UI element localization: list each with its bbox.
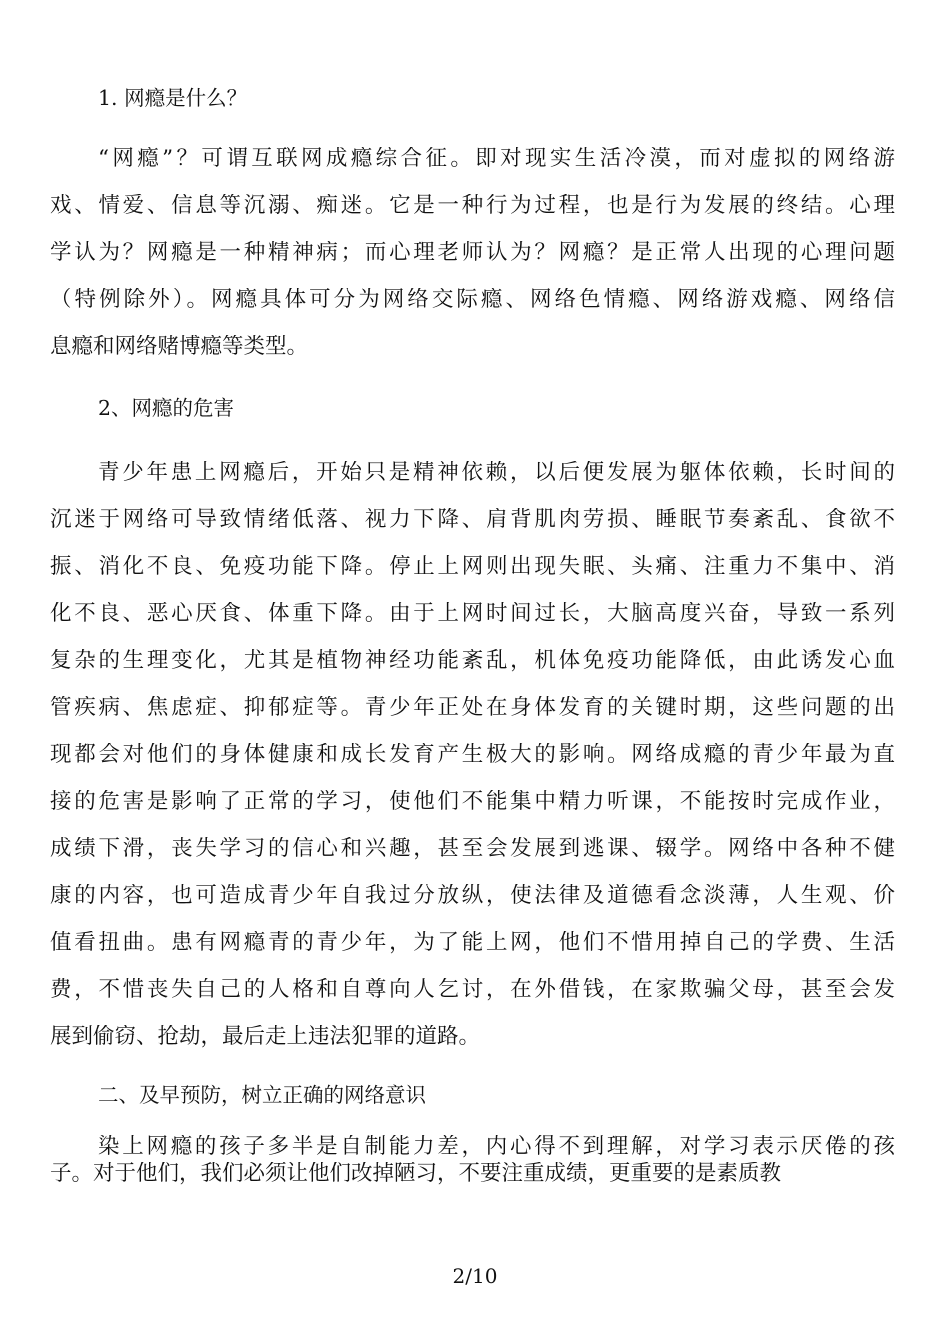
- paragraph-line: 展到偷窃、抢劫，最后走上违法犯罪的道路。: [50, 1025, 481, 1049]
- paragraph-line: 青少年患上网瘾后，开始只是精神依赖，以后便发展为躯体依赖，长时间的: [98, 461, 895, 485]
- paragraph-line: 现都会对他们的身体健康和成长发育产生极大的影响。网络成瘾的青少年最为直: [50, 743, 895, 767]
- paragraph-line: 戏、情爱、信息等沉溺、痴迷。它是一种行为过程，也是行为发展的终结。心理: [50, 194, 895, 218]
- section-heading-2: 2、网瘾的危害: [98, 396, 235, 420]
- paragraph-line: 染上网瘾的孩子多半是自制能力差，内心得不到理解，对学习表示厌倦的孩: [98, 1135, 895, 1159]
- paragraph-line: 化不良、恶心厌食、体重下降。由于上网时间过长，大脑高度兴奋，导致一系列: [50, 602, 895, 626]
- paragraph-line: 康的内容，也可造成青少年自我过分放纵，使法律及道德看念淡薄，人生观、价: [50, 884, 895, 908]
- paragraph-line: 成绩下滑，丧失学习的信心和兴趣，甚至会发展到逃课、辍学。网络中各种不健: [50, 837, 895, 861]
- section-heading-1: 1. 网瘾是什么？: [98, 86, 248, 110]
- paragraph-line: 沉迷于网络可导致情绪低落、视力下降、肩背肌肉劳损、睡眠节奏紊乱、食欲不: [50, 508, 895, 532]
- page-number: 2/10: [452, 1264, 498, 1288]
- paragraph-line: 振、消化不良、免疫功能下降。停止上网则出现失眠、头痛、注重力不集中、消: [50, 555, 895, 579]
- paragraph-line: 管疾病、焦虑症、抑郁症等。青少年正处在身体发育的关键时期，这些问题的出: [50, 696, 895, 720]
- section-heading-3: 二、及早预防，树立正确的网络意识: [98, 1083, 426, 1107]
- paragraph-line: 接的危害是影响了正常的学习，使他们不能集中精力听课，不能按时完成作业，: [50, 790, 895, 814]
- paragraph-line: 学认为？网瘾是一种精神病；而心理老师认为？网瘾？是正常人出现的心理问题: [50, 241, 895, 265]
- paragraph-line: 息瘾和网络赌博瘾等类型。: [50, 335, 309, 359]
- paragraph-line: 费，不惜丧失自己的人格和自尊向人乞讨，在外借钱，在家欺骗父母，甚至会发: [50, 978, 895, 1002]
- paragraph-line: 值看扭曲。患有网瘾青的青少年，为了能上网，他们不惜用掉自己的学费、生活: [50, 931, 895, 955]
- paragraph-line: 子。对于他们，我们必须让他们改掉陋习，不要注重成绩，更重要的是素质教: [50, 1162, 782, 1186]
- paragraph-line: 复杂的生理变化，尤其是植物神经功能紊乱，机体免疫功能降低，由此诱发心血: [50, 649, 895, 673]
- paragraph-line: （特例除外）。网瘾具体可分为网络交际瘾、网络色情瘾、网络游戏瘾、网络信: [50, 288, 895, 312]
- paragraph-line: “网瘾”？可谓互联网成瘾综合征。即对现实生活冷漠，而对虚拟的网络游: [98, 147, 895, 171]
